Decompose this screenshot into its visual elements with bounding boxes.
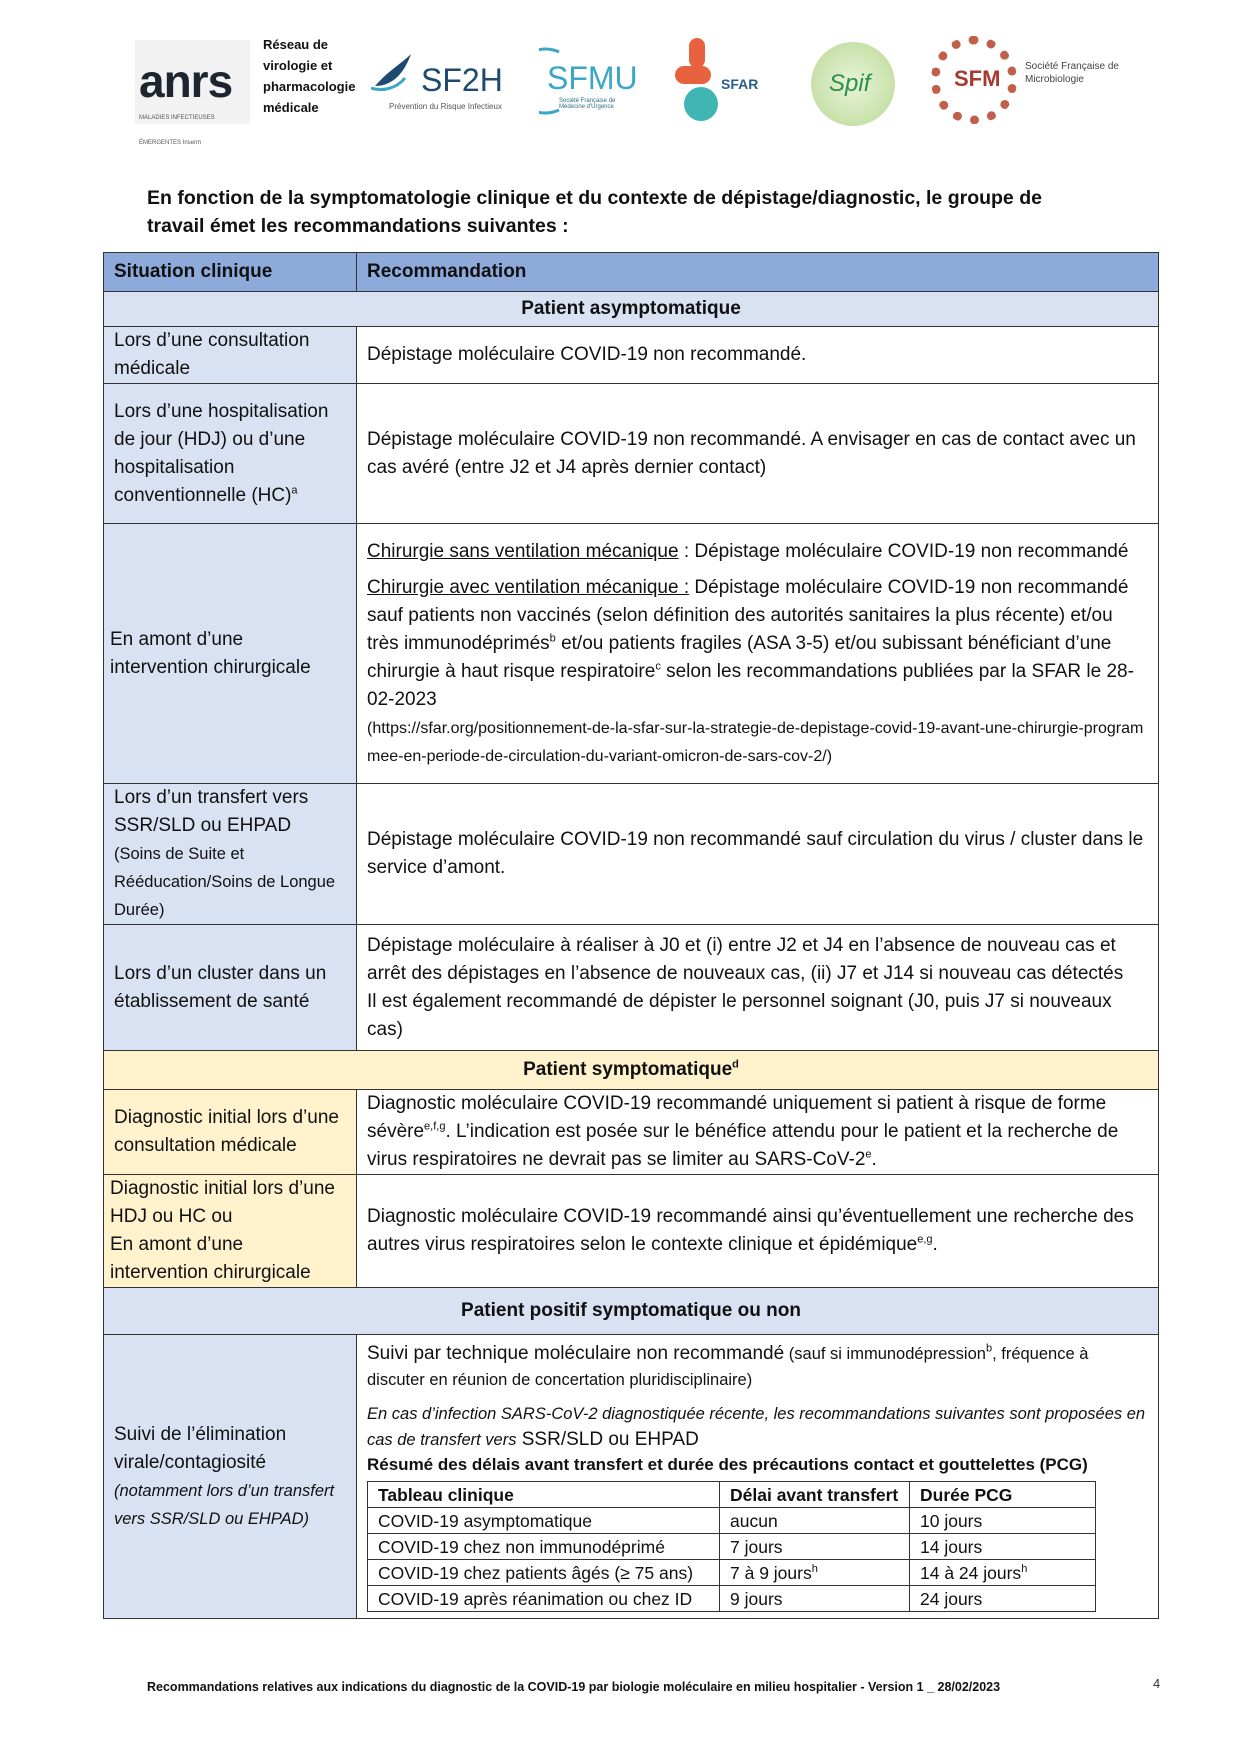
situation-diag-hdj-2: En amont d’une intervention chirurgicale bbox=[110, 1234, 311, 1283]
rec-diag-consultation-a: Diagnostic moléculaire COVID-19 recommandé uniquement si patient à risque de forme sévère bbox=[367, 1093, 1107, 1142]
footnote-ref: d bbox=[732, 1058, 739, 1071]
surgery-no-ventilation-paragraph bbox=[367, 538, 1148, 566]
footnote-ref: b bbox=[549, 632, 556, 645]
subtable-duration bbox=[910, 1586, 1096, 1612]
col-header-recommandation: Recommandation bbox=[357, 253, 1159, 292]
subtable-duration bbox=[910, 1534, 1096, 1560]
reseau-line-1: Réseau de bbox=[263, 37, 329, 52]
sfar-name: SFAR bbox=[721, 76, 759, 92]
table-row bbox=[104, 1090, 1159, 1175]
recommendations-table bbox=[103, 252, 1159, 1619]
sfar-shape-icon bbox=[675, 38, 721, 124]
footnote-ref: h bbox=[1021, 1562, 1028, 1575]
page-footer: Recommandations relatives aux indications du diagnostic de la COVID-19 par biologie moléculaire en milieu hospitalier - Version 1 _ 28/02/2023 bbox=[147, 1680, 1001, 1694]
sfm-name: SFM bbox=[954, 66, 1001, 91]
table-row bbox=[104, 784, 1159, 925]
section-title-positive: Patient positif symptomatique ou non bbox=[104, 1288, 1159, 1335]
anrs-logo-text: anrs bbox=[139, 55, 233, 107]
rec-diag-consultation-b: . L’indication est posée sur le bénéfice attendu pour le patient et la recherche de virus respiratoires ne devrait pas se limiter au SARS-CoV-2 bbox=[367, 1121, 1119, 1170]
subtable-delay-value: aucun bbox=[730, 1510, 778, 1531]
followup-paragraph-1 bbox=[367, 1341, 1148, 1393]
sfmu-tagline: Société Française de Médecine d'Urgence bbox=[559, 98, 616, 110]
anrs-logo-subtext: MALADIES INFECTIEUSES ÉMERGENTES Inserm bbox=[139, 115, 215, 146]
followup-p1-b: (sauf si immunodépression bbox=[784, 1345, 986, 1363]
subtable-header-delay: Délai avant transfert bbox=[720, 1482, 910, 1508]
section-row-symptomatic bbox=[104, 1051, 1159, 1090]
sf2h-logo bbox=[367, 46, 517, 116]
situation-followup-note: (notamment lors d’un transfert vers SSR/SLD ou EHPAD) bbox=[114, 1481, 335, 1528]
subtable-delay-value: 7 à 9 jours bbox=[730, 1562, 812, 1583]
subtable-delay-value: 9 jours bbox=[730, 1588, 783, 1609]
surgery-ventilation-paragraph bbox=[367, 574, 1148, 770]
rec-diag-hdj-a: Diagnostic moléculaire COVID-19 recommandé ainsi qu’éventuellement une recherche des autres virus respiratoires selon le contexte clinique et épidémique bbox=[367, 1206, 1134, 1255]
recommendation-followup bbox=[357, 1335, 1159, 1619]
subtable-delay bbox=[720, 1508, 910, 1534]
situation-diag-consultation: Diagnostic initial lors d’une consultation médicale bbox=[104, 1090, 357, 1175]
recommendation-diag-consultation bbox=[357, 1090, 1159, 1175]
spif-logo bbox=[811, 42, 895, 126]
section-row-positive bbox=[104, 1288, 1159, 1335]
sfmu-name: SFMU bbox=[547, 60, 638, 96]
subtable-clinical: COVID-19 asymptomatique bbox=[368, 1508, 720, 1534]
spif-name: Spif bbox=[829, 70, 871, 97]
situation-surgery: En amont d’une intervention chirurgicale bbox=[104, 524, 357, 784]
subtable-header-row bbox=[368, 1482, 1096, 1508]
footnote-ref: a bbox=[291, 484, 298, 497]
table-header-row bbox=[104, 253, 1159, 292]
sfar-url-link[interactable]: (https://sfar.org/positionnement-de-la-sfar-sur-la-strategie-de-depistage-covid-19-avant-une-chirurgie-programmee-en-periode-de-circulation-du-variant-omicron-de-sars-cov-2/) bbox=[367, 719, 1144, 765]
situation-cluster: Lors d’un cluster dans un établissement de santé bbox=[104, 925, 357, 1051]
table-row bbox=[368, 1586, 1096, 1612]
subtable-duration bbox=[910, 1560, 1096, 1586]
subtable-duration-value: 14 à 24 jours bbox=[920, 1562, 1022, 1583]
anrs-logo bbox=[135, 40, 250, 146]
situation-hospitalisation bbox=[104, 384, 357, 524]
footnote-ref: b bbox=[985, 1342, 993, 1355]
rec-diag-consultation-c: . bbox=[871, 1149, 877, 1170]
reseau-line-4: médicale bbox=[263, 100, 319, 115]
surgery-no-ventilation-text: : Dépistage moléculaire COVID-19 non recommandé bbox=[678, 540, 1129, 562]
subtable-header-clinical: Tableau clinique bbox=[368, 1482, 720, 1508]
followup-p1-c: , fréquence à discuter en réunion de concertation pluridisciplinaire) bbox=[367, 1345, 1089, 1389]
recommendation-consultation: Dépistage moléculaire COVID-19 non recommandé. bbox=[357, 327, 1159, 384]
surgery-ventilation-text-b: et/ou patients fragiles (ASA 3-5) et/ou subissant bénéficiant d’une chirurgie à haut risque respiratoire bbox=[367, 632, 1112, 682]
section-title-symptomatic-text: Patient symptomatique bbox=[523, 1059, 733, 1080]
surgery-no-ventilation-label: Chirurgie sans ventilation mécanique bbox=[367, 540, 679, 562]
footnote-ref: e bbox=[865, 1148, 872, 1161]
recommendation-cluster-1: Dépistage moléculaire à réaliser à J0 et (i) entre J2 et J4 en l’absence de nouveau cas et arrêt des dépistages en l’absence de nouveaux cas, (ii) J7 et J14 si nouveau cas détectés bbox=[367, 934, 1124, 984]
sf2h-tagline: Prévention du Risque Infectieux bbox=[389, 102, 502, 111]
rec-diag-hdj-b: . bbox=[932, 1234, 938, 1255]
subtable-clinical: COVID-19 après réanimation ou chez ID bbox=[368, 1586, 720, 1612]
subtable-duration-value: 14 jours bbox=[920, 1536, 983, 1557]
subtable-duration-value: 24 jours bbox=[920, 1588, 983, 1609]
subtable-duration bbox=[910, 1508, 1096, 1534]
table-row bbox=[104, 524, 1159, 784]
subtable-duration-value: 10 jours bbox=[920, 1510, 983, 1531]
section-title-symptomatic bbox=[104, 1051, 1159, 1090]
subtable-clinical: COVID-19 chez patients âgés (≥ 75 ans) bbox=[368, 1560, 720, 1586]
subtable-delay bbox=[720, 1560, 910, 1586]
subtable-clinical: COVID-19 chez non immunodéprimé bbox=[368, 1534, 720, 1560]
section-title-asymptomatic: Patient asymptomatique bbox=[104, 292, 1159, 327]
situation-hospitalisation-text: Lors d’une hospitalisation de jour (HDJ) ou d’une hospitalisation conventionnelle (HC) bbox=[114, 400, 329, 506]
footnote-ref: h bbox=[811, 1562, 818, 1575]
situation-followup-text: Suivi de l’élimination virale/contagiosité bbox=[114, 1423, 287, 1473]
sf2h-name: SF2H bbox=[421, 62, 503, 98]
reseau-line-2: virologie et bbox=[263, 58, 333, 73]
followup-p2-italic: En cas d’infection SARS-CoV-2 diagnostiquée récente, les recommandations suivantes sont proposées en cas de transfert vers bbox=[367, 1405, 1146, 1449]
surgery-ventilation-label: Chirurgie avec ventilation mécanique : bbox=[367, 576, 690, 598]
recommendation-cluster bbox=[357, 925, 1159, 1051]
table-row bbox=[368, 1534, 1096, 1560]
table-row bbox=[104, 1175, 1159, 1288]
sfar-logo bbox=[675, 38, 775, 124]
situation-diag-hdj bbox=[104, 1175, 357, 1288]
subtable-delay bbox=[720, 1534, 910, 1560]
table-row bbox=[104, 384, 1159, 524]
partner-logos bbox=[135, 34, 1135, 146]
subtable-delay-value: 7 jours bbox=[730, 1536, 783, 1557]
table-row bbox=[104, 1335, 1159, 1619]
transfer-delay-table bbox=[367, 1481, 1096, 1612]
situation-followup bbox=[104, 1335, 357, 1619]
sfm-full-name: Société Française de Microbiologie bbox=[1025, 61, 1119, 85]
followup-p2-tail: SSR/SLD ou EHPAD bbox=[516, 1429, 699, 1450]
footnote-ref: e,f,g bbox=[424, 1120, 446, 1133]
table-row bbox=[368, 1508, 1096, 1534]
situation-transfer-text: Lors d’un transfert vers SSR/SLD ou EHPAD bbox=[114, 787, 309, 836]
recommendation-surgery bbox=[357, 524, 1159, 784]
recommendation-cluster-2: Il est également recommandé de dépister le personnel soignant (J0, puis J7 si nouveaux cas) bbox=[367, 990, 1112, 1040]
surgery-ventilation-text-a: Dépistage moléculaire COVID-19 non recommandé sauf patients non vaccinés (selon définition des autorités sanitaires la plus récente) et/ou très immunodéprimés bbox=[367, 576, 1129, 654]
table-row bbox=[104, 925, 1159, 1051]
situation-transfer bbox=[104, 784, 357, 925]
followup-summary-title: Résumé des délais avant transfert et durée des précautions contact et gouttelettes (PCG) bbox=[367, 1455, 1088, 1474]
sf2h-leaf-icon bbox=[371, 52, 417, 92]
table-row bbox=[104, 327, 1159, 384]
recommendation-transfer: Dépistage moléculaire COVID-19 non recommandé sauf circulation du virus / cluster dans le service d’amont. bbox=[357, 784, 1159, 925]
situation-diag-hdj-1: Diagnostic initial lors d’une HDJ ou HC ou bbox=[110, 1178, 335, 1227]
surgery-ventilation-text-c: selon les recommandations publiées par la SFAR le 28-02-2023 bbox=[367, 660, 1134, 710]
footnote-ref: e,g bbox=[917, 1233, 933, 1246]
followup-p1-a: Suivi par technique moléculaire non recommandé bbox=[367, 1343, 785, 1364]
section-row-asymptomatic bbox=[104, 292, 1159, 327]
subtable-delay bbox=[720, 1586, 910, 1612]
intro-paragraph: En fonction de la symptomatologie clinique et du contexte de dépistage/diagnostic, le groupe de travail émet les recommandations suivantes : bbox=[147, 187, 1042, 237]
footnote-ref: c bbox=[655, 660, 661, 673]
reseau-line-3: pharmacologie bbox=[263, 79, 356, 94]
subtable-header-duration: Durée PCG bbox=[910, 1482, 1096, 1508]
sfmu-logo bbox=[539, 46, 641, 116]
page-number: 4 bbox=[1153, 1676, 1161, 1691]
table-row bbox=[368, 1560, 1096, 1586]
situation-consultation: Lors d’une consultation médicale bbox=[104, 327, 357, 384]
recommendation-hospitalisation: Dépistage moléculaire COVID-19 non recommandé. A envisager en cas de contact avec un cas avéré (entre J2 et J4 après dernier contact) bbox=[357, 384, 1159, 524]
reseau-virologie-logo-text bbox=[263, 34, 363, 118]
col-header-situation: Situation clinique bbox=[104, 253, 357, 292]
recommendation-diag-hdj bbox=[357, 1175, 1159, 1288]
followup-paragraph-2 bbox=[367, 1401, 1148, 1453]
situation-transfer-note: (Soins de Suite et Rééducation/Soins de Longue Durée) bbox=[114, 845, 336, 919]
sfm-logo bbox=[931, 36, 1017, 124]
